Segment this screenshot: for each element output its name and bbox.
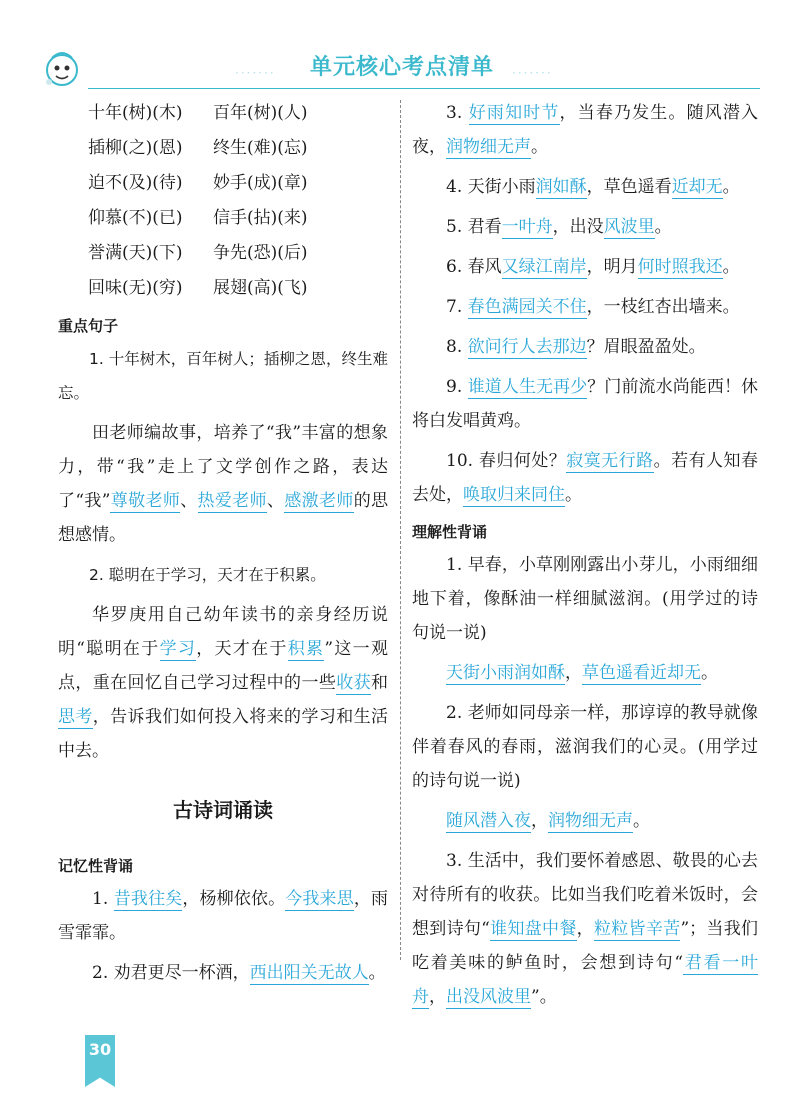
- vocab-item: 回味(无)(穷): [88, 278, 183, 298]
- memory-item-10: 10. 春归何处？寂寞无行路。若有人知春去处，唤取归来同住。: [412, 451, 758, 505]
- answer-blank: 春色满园关不住: [467, 297, 587, 317]
- section-heading-memory: 记忆性背诵: [58, 857, 134, 875]
- answer-blank: 一叶舟: [501, 217, 553, 237]
- explanation-paragraph-2: 华罗庚用自己幼年读书的亲身经历说明“聪明在于学习，天才在于积累”这一观点，重在回忆自己学习过程中的一些收获和思考，告诉我们如何投入将来的学习和生活中去。: [58, 605, 389, 761]
- left-column: [58, 96, 388, 990]
- answer-blank: 学习: [159, 639, 197, 659]
- answer-blank: 天街小雨润如酥: [446, 663, 565, 683]
- vocab-row: [58, 96, 388, 131]
- memory-item-2: 2. 劝君更尽一杯酒，西出阳关无故人。: [92, 963, 386, 983]
- understanding-answer-1: 天街小雨润如酥，草色遥看近却无。: [446, 663, 718, 683]
- header-decoration-dots-left: ·······: [235, 66, 276, 80]
- vocab-item: 仰慕(不)(已): [88, 208, 183, 228]
- answer-blank: 又绿江南岸: [501, 257, 587, 277]
- answer-blank: 随风潜入夜: [446, 811, 531, 831]
- key-sentence-2: 2. 聪明在于学习，天才在于积累。: [89, 566, 326, 584]
- vocab-row: [58, 166, 388, 201]
- understanding-question-1: 1. 早春，小草刚刚露出小芽儿，小雨细细地下着，像酥油一样细腻滋润。(用学过的诗句说一说): [412, 555, 758, 643]
- answer-blank: 积累: [287, 639, 325, 659]
- answer-blank: 草色遥看近却无: [582, 663, 701, 683]
- vocab-item: 信手(拈)(来): [213, 208, 308, 228]
- answer-blank: 尊敬老师: [110, 491, 181, 511]
- vocab-row: [58, 271, 388, 306]
- answer-blank: 昔我往矣: [113, 889, 183, 909]
- header-title: 单元核心考点清单: [310, 55, 495, 80]
- answer-blank: 欲问行人去那边: [467, 337, 587, 357]
- answer-blank: 收获: [336, 673, 372, 693]
- memory-item-8: 8. 欲问行人去那边？眉眼盈盈处。: [446, 337, 706, 357]
- answer-blank: 热爱老师: [197, 491, 267, 511]
- vocab-row: [58, 236, 388, 271]
- answer-blank: 风波里: [603, 217, 655, 237]
- understanding-question-2: 2. 老师如同母亲一样，那谆谆的教导就像伴着春风的春雨，滋润我们的心灵。(用学过的诗句说一说): [412, 703, 758, 791]
- header-decoration-dots-right: ·······: [512, 66, 553, 80]
- answer-blank: 出没风波里: [446, 987, 531, 1007]
- answer-blank: 思考: [58, 707, 93, 727]
- vocab-item: 迫不(及)(待): [88, 173, 183, 193]
- vocab-item: 展翅(高)(飞): [213, 278, 308, 298]
- answer-blank: 今我来思: [285, 889, 354, 909]
- answer-blank: 谁知盘中餐: [489, 919, 577, 939]
- answer-blank: 感激老师: [284, 491, 354, 511]
- explanation-paragraph-1: 田老师编故事，培养了“我”丰富的想象力，带“我”走上了文学创作之路，表达了“我”尊敬老师、热爱老师、感激老师的思想感情。: [58, 423, 389, 545]
- vocab-row: [58, 201, 388, 236]
- section-heading-understanding: 理解性背诵: [412, 523, 488, 541]
- section-heading-key-sentences: 重点句子: [58, 317, 119, 335]
- understanding-question-3: 3. 生活中，我们要怀着感恩、敬畏的心去对待所有的收获。比如当我们吃着米饭时，会想到诗句“谁知盘中餐，粒粒皆辛苦”；当我们吃着美味的鲈鱼时，会想到诗句“君看一叶舟，出没风波里”。: [412, 851, 759, 1007]
- understanding-answer-2: 随风潜入夜，润物细无声。: [446, 811, 650, 831]
- key-sentence-1: 1. 十年树木，百年树人；插柳之恩，终生难忘。: [58, 350, 388, 402]
- answer-blank: 寂寞无行路: [566, 451, 654, 471]
- answer-blank: 何时照我还: [637, 257, 723, 277]
- answer-blank: 好雨知时节: [468, 103, 560, 123]
- page-number: 30: [88, 1040, 112, 1059]
- answer-blank: 西出阳关无故人: [249, 963, 369, 983]
- section-title-poetry: 古诗词诵读: [173, 798, 273, 822]
- vocab-item: 十年(树)(木): [88, 103, 183, 123]
- memory-item-7: 7. 春色满园关不住，一枝红杏出墙来。: [446, 297, 740, 317]
- right-column: [412, 96, 758, 1014]
- memory-item-4: 4. 天街小雨润如酥，草色遥看近却无。: [446, 177, 740, 197]
- page-header: [0, 0, 800, 110]
- vocab-item: 终生(难)(忘): [213, 138, 308, 158]
- vocab-item: 争先(恐)(后): [213, 243, 308, 263]
- vocab-item: 插柳(之)(恩): [88, 138, 183, 158]
- memory-item-3: 3. 好雨知时节，当春乃发生。随风潜入夜，润物细无声。: [412, 103, 759, 157]
- vocab-item: 百年(树)(人): [213, 103, 308, 123]
- answer-blank: 唤取归来同住: [463, 485, 565, 505]
- header-divider: [88, 88, 760, 89]
- answer-blank: 润物细无声: [548, 811, 633, 831]
- column-divider: [400, 100, 401, 960]
- memory-item-1: 1. 昔我往矣，杨柳依依。今我来思，雨雪霏霏。: [58, 889, 389, 943]
- answer-blank: 谁道人生无再少: [467, 377, 588, 397]
- vocab-item: 誉满(天)(下): [88, 243, 183, 263]
- mascot-logo-icon: [40, 46, 84, 90]
- answer-blank: 君看一叶舟: [412, 953, 759, 1007]
- memory-item-9: 9. 谁道人生无再少？门前流水尚能西！休将白发唱黄鸡。: [412, 377, 759, 431]
- answer-blank: 润如酥: [535, 177, 587, 197]
- memory-item-5: 5. 君看一叶舟，出没风波里。: [446, 217, 672, 237]
- answer-blank: 粒粒皆辛苦: [593, 919, 681, 939]
- vocab-row: [58, 131, 388, 166]
- memory-item-6: 6. 春风又绿江南岸，明月何时照我还。: [446, 257, 740, 277]
- answer-blank: 近却无: [671, 177, 723, 197]
- answer-blank: 润物细无声: [446, 137, 531, 157]
- vocab-item: 妙手(成)(章): [213, 173, 308, 193]
